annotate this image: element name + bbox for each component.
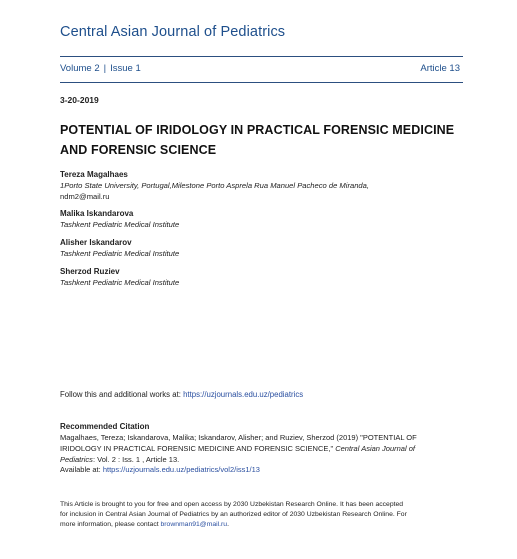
contact-text: more information, please contact [60,521,161,528]
header-divider-bottom [60,82,463,83]
author-affiliation: Tashkent Pediatric Medical Institute [60,220,180,229]
article-number: Article 13 [420,63,460,74]
citation-line [60,465,460,476]
citation-line [60,444,460,455]
author-email: ndm2@mail.ru [60,192,110,201]
follow-text: Follow this and additional works at: [60,390,184,399]
volume-issue-separator: | [103,63,107,74]
collection-link[interactable]: https://uzjournals.edu.uz/pediatrics [183,390,304,399]
follow-works [60,390,303,399]
access-notice [60,500,460,530]
volume-label: Volume 2 [60,63,100,74]
contact-email-link[interactable]: brownman91@mail.ru [160,521,228,528]
journal-title: Central Asian Journal of Pediatrics [60,24,286,40]
issue-label: Issue 1 [110,63,141,74]
citation-line [60,455,460,466]
author-affiliation: Tashkent Pediatric Medical Institute [60,278,180,287]
citation-title-text: IRIDOLOGY IN PRACTICAL FORENSIC MEDICINE AND FORENSIC SCIENCE," [60,443,334,453]
article-title [60,120,470,160]
recommended-citation-heading: Recommended Citation [60,422,150,431]
citation-journal-name-cont: Pediatrics [60,454,93,464]
available-at-label: Available at: [60,465,103,475]
author-name: Malika Iskandarova [60,209,134,218]
author-name: Alisher Iskandarov [60,238,132,247]
recommended-citation-text [60,433,460,476]
notice-line: for inclusion in Central Asian Journal of Pediatrics by an authorized editor of 2030 Uzbekistan Research Online. For [60,511,407,518]
article-title-line: POTENTIAL OF IRIDOLOGY IN PRACTICAL FORENSIC MEDICINE [60,123,455,137]
affiliation-line: 1Porto State University, Portugal,Milestone Porto Asprela Rua Manuel Pacheco de Miranda, [60,181,369,190]
article-link[interactable]: https://uzjournals.edu.uz/pediatrics/vol2/iss1/13 [102,465,260,475]
author-name: Sherzod Ruziev [60,267,120,276]
publication-date: 3-20-2019 [60,95,99,105]
author-affiliation: Tashkent Pediatric Medical Institute [60,249,180,258]
citation-volume-info: : Vol. 2 : Iss. 1 , Article 13. [92,454,180,464]
citation-line: Magalhaes, Tereza; Iskandarova, Malika; Iskandarov, Alisher; and Ruziev, Sherzod (2019) "POTENTIAL OF [60,433,417,442]
author-affiliation [60,180,450,202]
volume-issue [60,63,141,74]
header-divider-top [60,56,463,57]
article-title-line: AND FORENSIC SCIENCE [60,143,217,157]
citation-journal-name: Central Asian Journal of [335,443,415,453]
notice-line: This Article is brought to you for free and open access by 2030 Uzbekistan Research Online. It has been accepted [60,501,404,508]
notice-line [60,520,460,530]
author-name: Tereza Magalhaes [60,170,128,179]
contact-end: . [227,521,229,528]
